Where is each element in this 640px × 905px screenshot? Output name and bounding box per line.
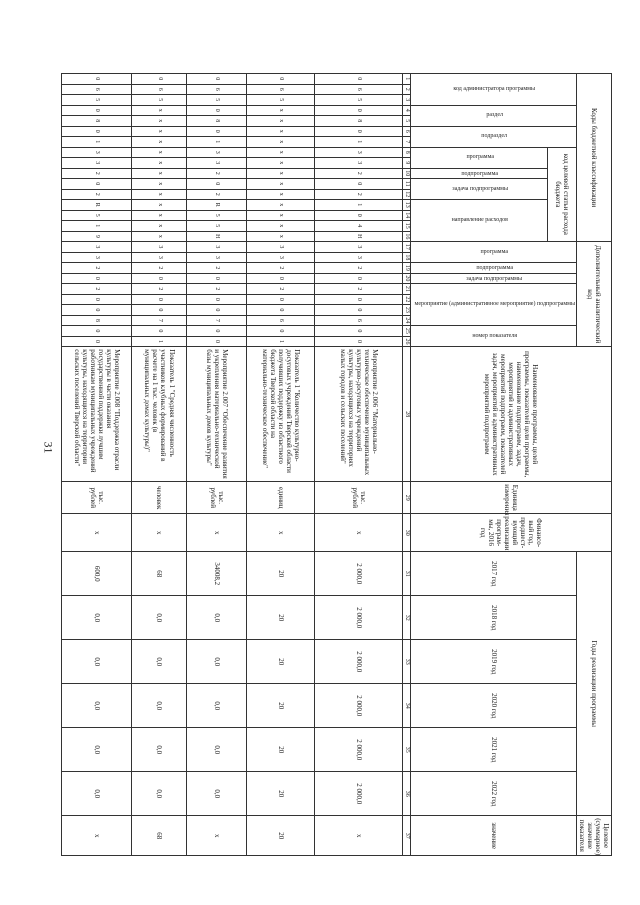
program-table [61,73,612,856]
col-num: 28 [403,347,411,482]
code-cell: 3 [315,242,403,253]
col-num: 32 [403,596,411,640]
year-2020: 2020 год [411,684,577,728]
row-target: х [62,816,132,856]
task-code-header: задача подпрограммы [411,179,548,200]
code-cell: х [247,231,315,242]
target-code-header: код целевой статьи расхода бюджета [547,147,576,242]
code-cell: 2 [62,263,132,274]
code-cell: 1 [315,200,403,211]
name-header: Наименование программы, целей программы, показателей цели программы, наименование подпрограмм, задач, мероприятий и административных мероприятий подпрограмм, показателей задач, мероприятий и административных мероприятий подпрограмм [411,347,612,482]
base-year-header: Финансо-вый год, предшест-вующий реализации програм-мы, 2016 год [411,514,612,552]
col-num: 37 [403,816,411,856]
row-unit: тыс. рублей [62,482,132,514]
add-subprogram-header: подпрограмма [411,263,577,274]
code-cell: х [247,179,315,190]
year-value: 2 000,0 [315,684,403,728]
code-cell: 2 [187,284,247,295]
year-2019: 2019 год [411,640,577,684]
add-program-header: программа [411,242,577,263]
col-num: 20 [403,273,411,284]
col-num: 26 [403,336,411,347]
year-value: 0,0 [132,728,187,772]
code-cell: Н [315,231,403,242]
code-cell: 6 [132,84,187,95]
code-cell: 2 [62,189,132,200]
year-value: 0,0 [62,640,132,684]
code-cell: 0 [187,305,247,316]
code-cell: 0 [315,273,403,284]
code-cell: 0 [247,326,315,337]
year-2018: 2018 год [411,596,577,640]
code-cell: х [247,189,315,200]
year-value: 2 000,0 [315,552,403,596]
code-cell: 5 [187,210,247,221]
code-cell: 0 [62,126,132,137]
code-cell: х [132,158,187,169]
code-cell: 0 [187,336,247,347]
code-cell: 6 [247,84,315,95]
code-cell: х [247,126,315,137]
code-cell: 8 [315,116,403,127]
code-cell: 0 [187,179,247,190]
code-cell: 1 [132,336,187,347]
code-cell: х [132,168,187,179]
code-cell: 3 [62,158,132,169]
code-cell: х [247,158,315,169]
code-cell: х [132,137,187,148]
code-cell: 2 [62,168,132,179]
year-value: 20 [247,684,315,728]
code-cell: 2 [315,263,403,274]
code-cell: 0 [62,294,132,305]
code-cell: х [247,210,315,221]
code-cell: 7 [132,315,187,326]
col-num: 8 [403,147,411,158]
code-cell: 1 [187,137,247,148]
col-num: 1 [403,74,411,85]
code-cell: 6 [62,84,132,95]
code-cell: 3 [315,147,403,158]
code-cell: 2 [62,284,132,295]
code-cell: 2 [315,189,403,200]
col-num: 22 [403,294,411,305]
row-unit: человек [132,482,187,514]
code-cell: х [247,200,315,211]
row-unit: тыс. рублей [315,482,403,514]
row-name: Мероприятие 2.008 "Поддержка отрасли культуры в части оказания государственной поддержки лучшим работникам муниципальных учреждений культуры, находящихся на территории сельских поселений Тверской области" [62,347,132,482]
code-cell: 6 [315,84,403,95]
code-cell: х [132,189,187,200]
code-cell: 0 [247,294,315,305]
code-cell: х [132,221,187,232]
year-value: 20 [247,596,315,640]
row-base: х [132,514,187,552]
code-cell: 3 [132,252,187,263]
col-num: 25 [403,326,411,337]
year-value: 20 [247,772,315,816]
code-cell: 0 [315,210,403,221]
budget-codes-header: Коды бюджетной классификации [576,74,611,242]
code-cell: 0 [315,294,403,305]
row-name: Мероприятие 2.007 "Обеспечение развития и укрепления материально-технической базы муниципальных домов культуры" [187,347,247,482]
col-num: 33 [403,640,411,684]
col-num: 19 [403,263,411,274]
code-cell: 0 [315,105,403,116]
table-row [315,74,403,856]
code-cell: 5 [187,95,247,106]
row-base: х [315,514,403,552]
code-cell: 0 [187,273,247,284]
code-cell: 0 [247,74,315,85]
row-base: х [62,514,132,552]
year-value: 68 [132,552,187,596]
code-cell: х [132,116,187,127]
col-num: 36 [403,772,411,816]
col-num: 11 [403,179,411,190]
code-cell: 0 [62,336,132,347]
row-base: х [187,514,247,552]
year-value: 0,0 [187,596,247,640]
rotated-page [72,73,612,856]
row-unit: единиц [247,482,315,514]
col-num: 5 [403,116,411,127]
row-base: х [247,514,315,552]
col-num: 18 [403,252,411,263]
year-2017: 2017 год [411,552,577,596]
page-frame [72,73,612,856]
year-value: 2 000,0 [315,728,403,772]
col-num: 35 [403,728,411,772]
col-num: 10 [403,168,411,179]
code-cell: 0 [315,179,403,190]
column-number-row [403,74,411,856]
code-cell: 6 [247,315,315,326]
add-task-header: задача подпрограммы [411,273,577,284]
program-code-header: программа [411,147,548,168]
col-num: 31 [403,552,411,596]
code-cell: 0 [315,305,403,316]
code-cell: 1 [315,137,403,148]
code-cell: 0 [62,74,132,85]
year-value: 2 000,0 [315,596,403,640]
row-target: х [187,816,247,856]
code-cell: 0 [187,294,247,305]
row-name: Показатель 1 "Количество культурно-досуговых учреждений Тверской области получивших поддержку из областного бюджета Тверской области на материально-техническое обеспечение" [247,347,315,482]
row-unit: тыс. рублей [187,482,247,514]
row-target: х [315,816,403,856]
code-cell: 3 [187,158,247,169]
col-num: 24 [403,315,411,326]
table-row [62,74,132,856]
code-cell: R [62,200,132,211]
code-cell: 0 [187,326,247,337]
year-value: 0,0 [132,684,187,728]
year-value: 600,0 [62,552,132,596]
code-cell: 5 [247,95,315,106]
code-cell: 3 [315,158,403,169]
code-cell: 0 [62,105,132,116]
code-cell: х [247,147,315,158]
code-cell: 6 [187,84,247,95]
code-cell: 2 [187,263,247,274]
col-num: 17 [403,242,411,253]
year-value: 0,0 [62,728,132,772]
code-cell: 0 [247,305,315,316]
code-cell: 0 [62,326,132,337]
row-target: 20 [247,816,315,856]
code-cell: 3 [315,252,403,263]
code-cell: R [187,200,247,211]
code-cell: 6 [315,315,403,326]
table-row [132,74,187,856]
code-cell: 2 [132,284,187,295]
section-header: раздел [411,105,577,126]
target-value-header: значение [411,816,577,856]
table-row [247,74,315,856]
code-cell: 0 [315,336,403,347]
code-cell: 0 [247,273,315,284]
col-num: 6 [403,126,411,137]
year-value: 0,0 [187,684,247,728]
code-cell: х [132,147,187,158]
code-cell: 0 [132,273,187,284]
col-num: 21 [403,284,411,295]
add-indicator-header: номер показателя [411,326,577,347]
year-value: 0,0 [132,640,187,684]
target-header: Целевое (суммарное) значение показателя [576,816,611,856]
year-value: 0,0 [187,640,247,684]
year-value: 0,0 [62,596,132,640]
add-activity-header: мероприятие (административное мероприятие) подпрограммы [411,284,577,326]
code-cell: х [247,116,315,127]
year-value: 20 [247,552,315,596]
code-cell: 5 [62,210,132,221]
col-num: 4 [403,105,411,116]
code-cell: 5 [132,95,187,106]
table-row [187,74,247,856]
year-2021: 2021 год [411,728,577,772]
code-cell: х [132,210,187,221]
code-cell: 3 [247,252,315,263]
code-cell: 2 [315,284,403,295]
code-cell: 2 [315,168,403,179]
code-cell: 0 [315,126,403,137]
col-num: 12 [403,189,411,200]
col-num: 23 [403,305,411,316]
col-num: 2 [403,84,411,95]
code-cell: 3 [132,242,187,253]
code-cell: 2 [247,284,315,295]
col-num: 34 [403,684,411,728]
code-cell: 0 [187,126,247,137]
code-cell: 0 [132,294,187,305]
row-name: Мероприятие 2.006 "Материально-техническое обеспечение муниципальных культурно-досуговых учреждений культуры, находящихся на территориях малых городов и сельских поселений" [315,347,403,482]
year-value: 34008,2 [187,552,247,596]
row-name: Показатель 1 "Средняя численность участников клубных формирований в расчете на 1 тыс. человек (в муниципальных домах культуры)" [132,347,187,482]
code-cell: 3 [62,147,132,158]
col-num: 15 [403,221,411,232]
code-cell: х [247,168,315,179]
code-cell: 2 [187,189,247,200]
code-cell: 0 [62,305,132,316]
subsection-header: подраздел [411,126,577,147]
col-num: 7 [403,137,411,148]
code-cell: 3 [247,242,315,253]
code-cell: х [132,200,187,211]
code-cell: 1 [62,137,132,148]
code-cell: 2 [132,263,187,274]
code-cell: 0 [187,74,247,85]
unit-header: Единица измерения [411,482,612,514]
code-cell: 8 [62,315,132,326]
code-cell: х [247,105,315,116]
col-num: 16 [403,231,411,242]
code-cell: 0 [315,74,403,85]
year-value: 2 000,0 [315,772,403,816]
additional-code-header: Дополнительный аналитический код [576,242,611,347]
expense-direction-header: направление расходов [411,200,548,242]
code-cell: 2 [247,263,315,274]
col-num: 13 [403,200,411,211]
code-cell: 0 [132,74,187,85]
code-cell: 4 [315,221,403,232]
code-cell: 3 [62,252,132,263]
year-value: 0,0 [187,728,247,772]
code-cell: 3 [187,242,247,253]
code-cell: х [132,126,187,137]
code-cell: 1 [247,336,315,347]
page-number: 31 [41,441,56,454]
year-value: 0,0 [62,684,132,728]
code-cell: 5 [62,95,132,106]
year-value: 20 [247,640,315,684]
code-cell: 2 [187,168,247,179]
code-cell: 8 [62,116,132,127]
code-cell: 8 [187,116,247,127]
code-cell: 0 [315,326,403,337]
code-cell: 7 [187,315,247,326]
code-cell: х [247,221,315,232]
year-value: 20 [247,728,315,772]
year-2022: 2022 год [411,772,577,816]
code-cell: 3 [187,252,247,263]
code-cell: 0 [62,273,132,284]
code-cell: 9 [62,231,132,242]
code-cell: 0 [132,326,187,337]
col-num: 30 [403,514,411,552]
subprogram-code-header: подпрограмма [411,168,548,179]
years-header: Годы реализации программы [576,552,611,816]
col-num: 29 [403,482,411,514]
year-value: 2 000,0 [315,640,403,684]
code-cell: 3 [62,242,132,253]
code-cell: 5 [187,221,247,232]
year-value: 0,0 [132,596,187,640]
year-value: 0,0 [62,772,132,816]
col-num: 9 [403,158,411,169]
code-cell: 0 [132,305,187,316]
code-cell: х [132,179,187,190]
code-cell: х [132,231,187,242]
code-cell: 5 [315,95,403,106]
code-cell: 3 [187,147,247,158]
year-value: 0,0 [187,772,247,816]
admin-code-header: код администратора программы [411,74,577,106]
col-num: 3 [403,95,411,106]
code-cell: х [247,137,315,148]
code-cell: 0 [187,105,247,116]
code-cell: 0 [62,179,132,190]
year-value: 0,0 [132,772,187,816]
col-num: 14 [403,210,411,221]
code-cell: 1 [62,221,132,232]
code-cell: Н [187,231,247,242]
row-target: 68 [132,816,187,856]
code-cell: х [132,105,187,116]
